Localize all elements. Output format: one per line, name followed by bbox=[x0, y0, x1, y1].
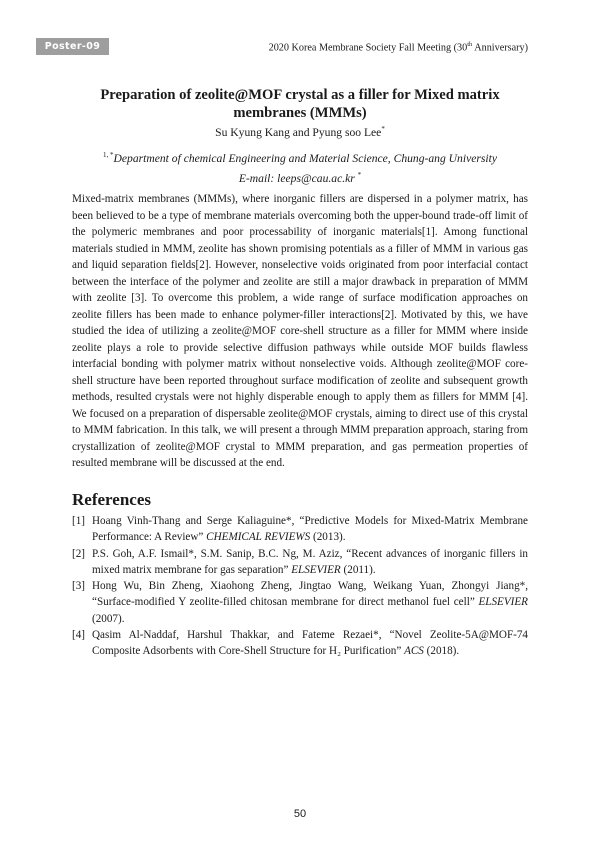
reference-text bbox=[92, 513, 528, 546]
reference-item bbox=[72, 627, 528, 660]
author-line bbox=[72, 122, 528, 140]
reference-body: Hoang Vinh-Thang and Serge Kaliaguine*, “Predictive Models for Mixed-Matrix Membrane Performance: A Review” bbox=[92, 515, 528, 544]
reference-year: (2018). bbox=[423, 645, 460, 658]
reference-number: [2] bbox=[72, 547, 85, 560]
affiliation-mark: 1, * bbox=[103, 151, 114, 159]
conference-ordinal: th bbox=[467, 41, 473, 48]
reference-body: Hong Wu, Bin Zheng, Xiaohong Zheng, Jingtao Wang, Weikang Yuan, Zhongyi Jiang*, “Surface-modified Y zeolite-filled chitosan membrane for direct methanol fuel cell” bbox=[92, 580, 528, 609]
reference-journal: ELSEVIER bbox=[478, 596, 528, 609]
affiliation-department: Department of chemical Engineering and Material Science, Chung-ang University bbox=[113, 151, 497, 165]
affiliation-email: E-mail: leeps@cau.ac.kr bbox=[238, 171, 358, 185]
email-mark: * bbox=[357, 170, 362, 179]
affiliation-line bbox=[72, 147, 528, 167]
reference-number: [3] bbox=[72, 580, 85, 593]
reference-journal: ELSEVIER bbox=[291, 563, 341, 576]
reference-year: (2007). bbox=[92, 612, 125, 625]
reference-item bbox=[72, 513, 528, 546]
reference-number: [4] bbox=[72, 629, 85, 642]
reference-body: Qasim Al-Naddaf, Harshul Thakkar, and Fateme Rezaei*, “Novel Zeolite-5A@MOF-74 Composite Adsorbents with Core-Shell Structure for H₂ Purification” bbox=[92, 629, 528, 658]
abstract-text: Mixed-matrix membranes (MMMs), where inorganic fillers are dispersed in a polymer matrix, has been believed to be a type of membrane materials overcoming both the upper-bound trade-off limit of the polymeric membranes and poor processability of inorganic materials[1]. Among functional materials studied in MMM, zeolite has shown promising potentials as a filler of MMM in various gas and liquid separation fields[2]. However, nonselective voids originated from poor interfacial contact between the interface of the polymer and zeolite are still a major drawback in preparation of MMM with zeolite [3]. To overcome this problem, a wide range of surface modification approaches on zeolite fillers has been made to enhance polymer-filler interactions[2]. Motivated by this, we have studied the idea of utilizing a zeolite@MOF core-shell structure as a filler for MMM where inside zeolite plays a role to provide selective diffusion pathways while outside MOF builds flawless interfacial bonding with polymer matrix without nonselective voids. Although zeolite@MOF core-shell structure have been reported throughout surface modification of zeolite and subsequent growth methods, resulted crystals were not highly disperable enough to apply them as fillers for MMM [4]. We focused on a preparation of dispersable zeolite@MOF crystals, aiming to direct use of this crystal to MMM fabrication. In this talk, we will present a through MMM preparation approach, staring from crystallization of zeolite@MOF crystal to MMM preparation, and gas permeation properties of resulted membrane will be discussed at the end. bbox=[72, 193, 528, 470]
reference-year: (2013). bbox=[310, 531, 346, 544]
reference-body: P.S. Goh, A.F. Ismail*, S.M. Sanip, B.C. Ng, M. Aziz, “Recent advances of inorganic fillers in mixed matrix membrane for gas separation” bbox=[92, 547, 528, 576]
reference-journal: CHEMICAL REVIEWS bbox=[206, 531, 311, 544]
reference-item bbox=[72, 546, 528, 579]
reference-text bbox=[92, 546, 528, 579]
reference-text bbox=[92, 627, 528, 660]
conference-prefix: 2020 Korea Membrane Society Fall Meeting (30 bbox=[268, 42, 468, 54]
references-heading: References bbox=[72, 490, 151, 509]
corresponding-mark: * bbox=[381, 125, 385, 133]
email-line bbox=[72, 167, 528, 187]
reference-year: (2011). bbox=[340, 563, 376, 576]
references-list bbox=[72, 513, 528, 660]
author-names: Su Kyung Kang and Pyung soo Lee bbox=[215, 125, 382, 139]
reference-number: [1] bbox=[72, 515, 85, 527]
paper-title: Preparation of zeolite@MOF crystal as a filler for Mixed matrix membranes (MMMs) bbox=[100, 87, 500, 121]
conference-header bbox=[269, 41, 528, 53]
page-number: 50 bbox=[293, 808, 307, 820]
poster-badge: Poster-09 bbox=[36, 38, 109, 55]
reference-item bbox=[72, 578, 528, 627]
affiliation-block bbox=[72, 147, 528, 187]
reference-text bbox=[92, 578, 528, 627]
reference-journal: ACS bbox=[404, 645, 424, 658]
conference-suffix: Anniversary) bbox=[472, 42, 528, 54]
